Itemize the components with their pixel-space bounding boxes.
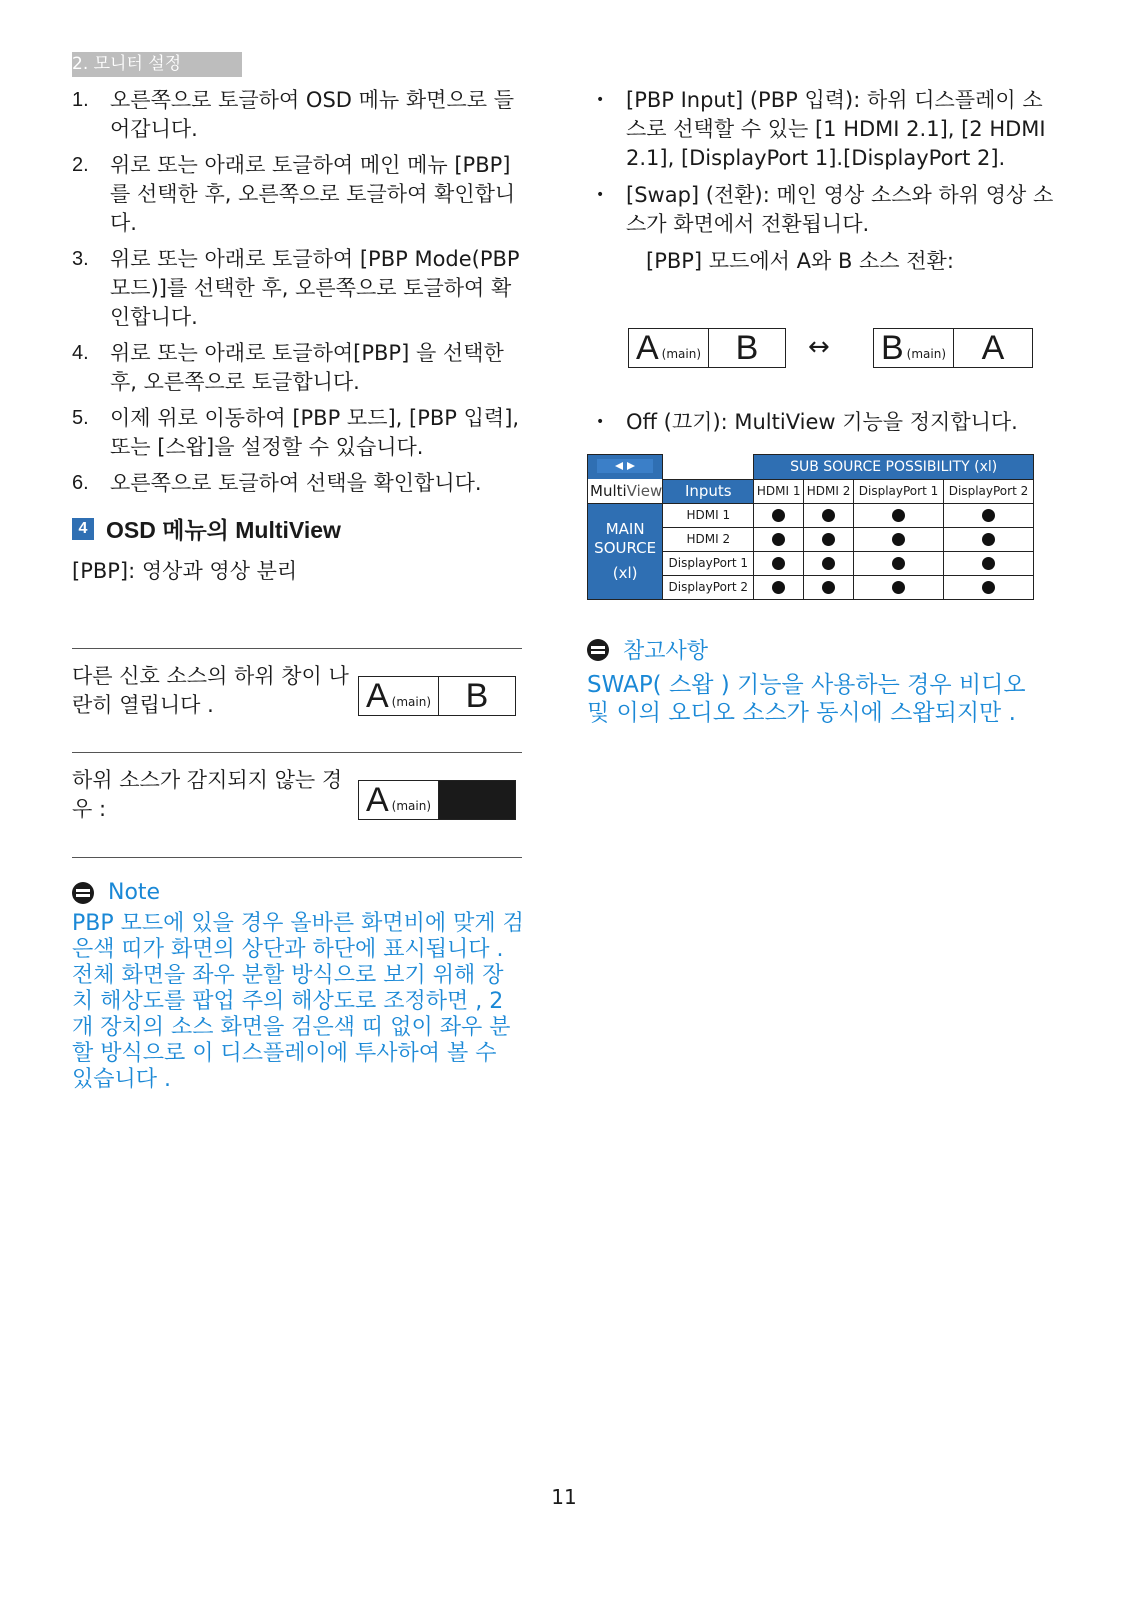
column-header: HDMI 2 xyxy=(804,479,854,503)
note-body: PBP 모드에 있을 경우 올바른 화면비에 맞게 검은색 띠가 화면의 상단과 하단에 표시됩니다 . 전체 화면을 좌우 분할 방식으로 보기 위해 장치 해상도를 팝업 주의 해상도로 조정하면 , 2 개 장치의 소스 화면을 검은색 띠 없이 좌우 분할 방식으로 이 디스플레이에 투사하여 볼 수 있습니다 . xyxy=(72,911,524,1092)
note-header xyxy=(72,880,524,905)
table-cell xyxy=(754,503,804,527)
available-dot xyxy=(772,533,785,546)
available-dot xyxy=(822,581,835,594)
note-title: Note xyxy=(108,880,161,905)
section-number: 4 xyxy=(72,518,94,540)
diagram-main-cell: A (main) xyxy=(359,677,439,715)
list-item: 2. 위로 또는 아래로 토글하여 메인 메뉴 [PBP]를 선택한 후, 오른쪽으로 토글하여 확인합니다. xyxy=(72,153,516,235)
note-title: 참고사항 xyxy=(623,639,709,664)
table-cell xyxy=(854,551,944,575)
table-cell xyxy=(854,575,944,599)
available-dot xyxy=(822,533,835,546)
list-item: 3. 위로 또는 아래로 토글하여 [PBP Mode(PBP 모드)]를 선택한 후, 오른쪽으로 토글하여 확인합니다. xyxy=(72,247,520,329)
available-dot xyxy=(772,509,785,522)
table-cell xyxy=(804,527,854,551)
diagram-main-cell: A (main) xyxy=(629,329,709,367)
note-left xyxy=(72,880,524,1093)
left-column xyxy=(72,86,522,585)
diagram-main-cell: B (main) xyxy=(874,329,954,367)
available-dot xyxy=(772,581,785,594)
table-cell xyxy=(804,575,854,599)
note-icon xyxy=(72,882,94,904)
available-dot xyxy=(892,581,905,594)
table-cell xyxy=(943,503,1033,527)
pbp-side-by-side-diagram xyxy=(358,676,516,716)
available-dot xyxy=(892,533,905,546)
table-cell xyxy=(754,551,804,575)
table-cell xyxy=(854,503,944,527)
available-dot xyxy=(982,557,995,570)
diagram-main-cell: A (main) xyxy=(359,781,439,819)
available-dot xyxy=(892,557,905,570)
pbp-side-by-side-text: 다른 신호 소스의 하위 창이 나란히 열립니다 . xyxy=(72,664,349,717)
list-item: • Off (끄기): MultiView 기능을 정지합니다. xyxy=(596,410,1018,434)
list-item: • [PBP Input] (PBP 입력): 하위 디스플레이 소스로 선택할 수 있는 [1 HDMI 2.1], [2 HDMI 2.1], [DisplayPort 1].[DisplayPort 2]. xyxy=(596,88,1046,170)
right-column xyxy=(596,86,1056,276)
available-dot xyxy=(982,533,995,546)
pbp-subtitle: [PBP]: 영상과 영상 분리 xyxy=(72,559,298,583)
column-header: DisplayPort 2 xyxy=(943,479,1033,503)
section-header-tab xyxy=(72,52,242,77)
page-number: 11 xyxy=(551,1485,577,1509)
row-header: DisplayPort 2 xyxy=(663,575,754,599)
inputs-label: Inputs xyxy=(663,479,754,503)
swap-caption: [PBP] 모드에서 A와 B 소스 전환: xyxy=(646,249,954,273)
diagram-sub-cell: B xyxy=(735,329,759,367)
divider xyxy=(72,857,522,858)
swap-after-diagram xyxy=(873,328,1033,368)
pbp-no-sub-text: 하위 소스가 감지되지 않는 경우 : xyxy=(72,768,343,821)
row-header: HDMI 2 xyxy=(663,527,754,551)
off-bullet xyxy=(596,408,1056,445)
pbp-no-sub-diagram xyxy=(358,780,516,820)
available-dot xyxy=(892,509,905,522)
main-source-label: MAIN SOURCE (xl) xyxy=(588,503,663,599)
note-body: SWAP( 스왑 ) 기능을 사용하는 경우 비디오 및 이의 오디오 소스가 동시에 스왑되지만 . xyxy=(587,672,1026,726)
table-cell xyxy=(854,527,944,551)
table-cell xyxy=(754,575,804,599)
diagram-sub-cell: B xyxy=(465,677,489,715)
section-title-text: OSD 메뉴의 MultiView xyxy=(106,517,341,543)
note-right xyxy=(587,634,1037,727)
swap-arrow-icon: ↔ xyxy=(808,332,830,362)
sub-source-header: SUB SOURCE POSSIBILITY (xl) xyxy=(754,455,1034,480)
note-header xyxy=(587,634,1037,665)
available-dot xyxy=(772,557,785,570)
row-header: HDMI 1 xyxy=(663,503,754,527)
multiview-logo-icon xyxy=(588,455,663,480)
bullets-list xyxy=(596,86,1056,239)
section-header-label: 2. 모니터 설정 xyxy=(72,54,182,74)
list-item: 5. 이제 위로 이동하여 [PBP 모드], [PBP 입력],또는 [스왑]을 설정할 수 있습니다. xyxy=(72,406,520,459)
table-cell xyxy=(804,551,854,575)
table-cell xyxy=(943,551,1033,575)
note-icon xyxy=(587,639,609,661)
multiview-icon xyxy=(595,457,655,475)
section-title xyxy=(72,512,522,545)
multiview-source-table xyxy=(587,454,1034,600)
swap-before-diagram xyxy=(628,328,786,368)
available-dot xyxy=(822,557,835,570)
available-dot xyxy=(982,581,995,594)
list-item: 6. 오른쪽으로 토글하여 선택을 확인합니다. xyxy=(72,471,482,495)
multiview-logo: MultiView xyxy=(588,479,663,503)
steps-list xyxy=(72,86,522,498)
row-header: DisplayPort 1 xyxy=(663,551,754,575)
diagram-black-cell xyxy=(439,781,515,819)
list-item: 1. 오른쪽으로 토글하여 OSD 메뉴 화면으로 들어갑니다. xyxy=(72,88,514,141)
diagram-sub-cell: A xyxy=(981,329,1005,367)
column-header: DisplayPort 1 xyxy=(854,479,944,503)
table-cell xyxy=(943,527,1033,551)
divider xyxy=(72,648,522,649)
table-cell xyxy=(943,575,1033,599)
list-item: • [Swap] (전환): 메인 영상 소스와 하위 영상 소스가 화면에서 전환됩니다. xyxy=(596,183,1054,236)
divider xyxy=(72,752,522,753)
table-cell xyxy=(804,503,854,527)
list-item: 4. 위로 또는 아래로 토글하여[PBP] 을 선택한 후, 오른쪽으로 토글합니다. xyxy=(72,341,504,394)
available-dot xyxy=(982,509,995,522)
available-dot xyxy=(822,509,835,522)
table-cell xyxy=(754,527,804,551)
column-header: HDMI 1 xyxy=(754,479,804,503)
